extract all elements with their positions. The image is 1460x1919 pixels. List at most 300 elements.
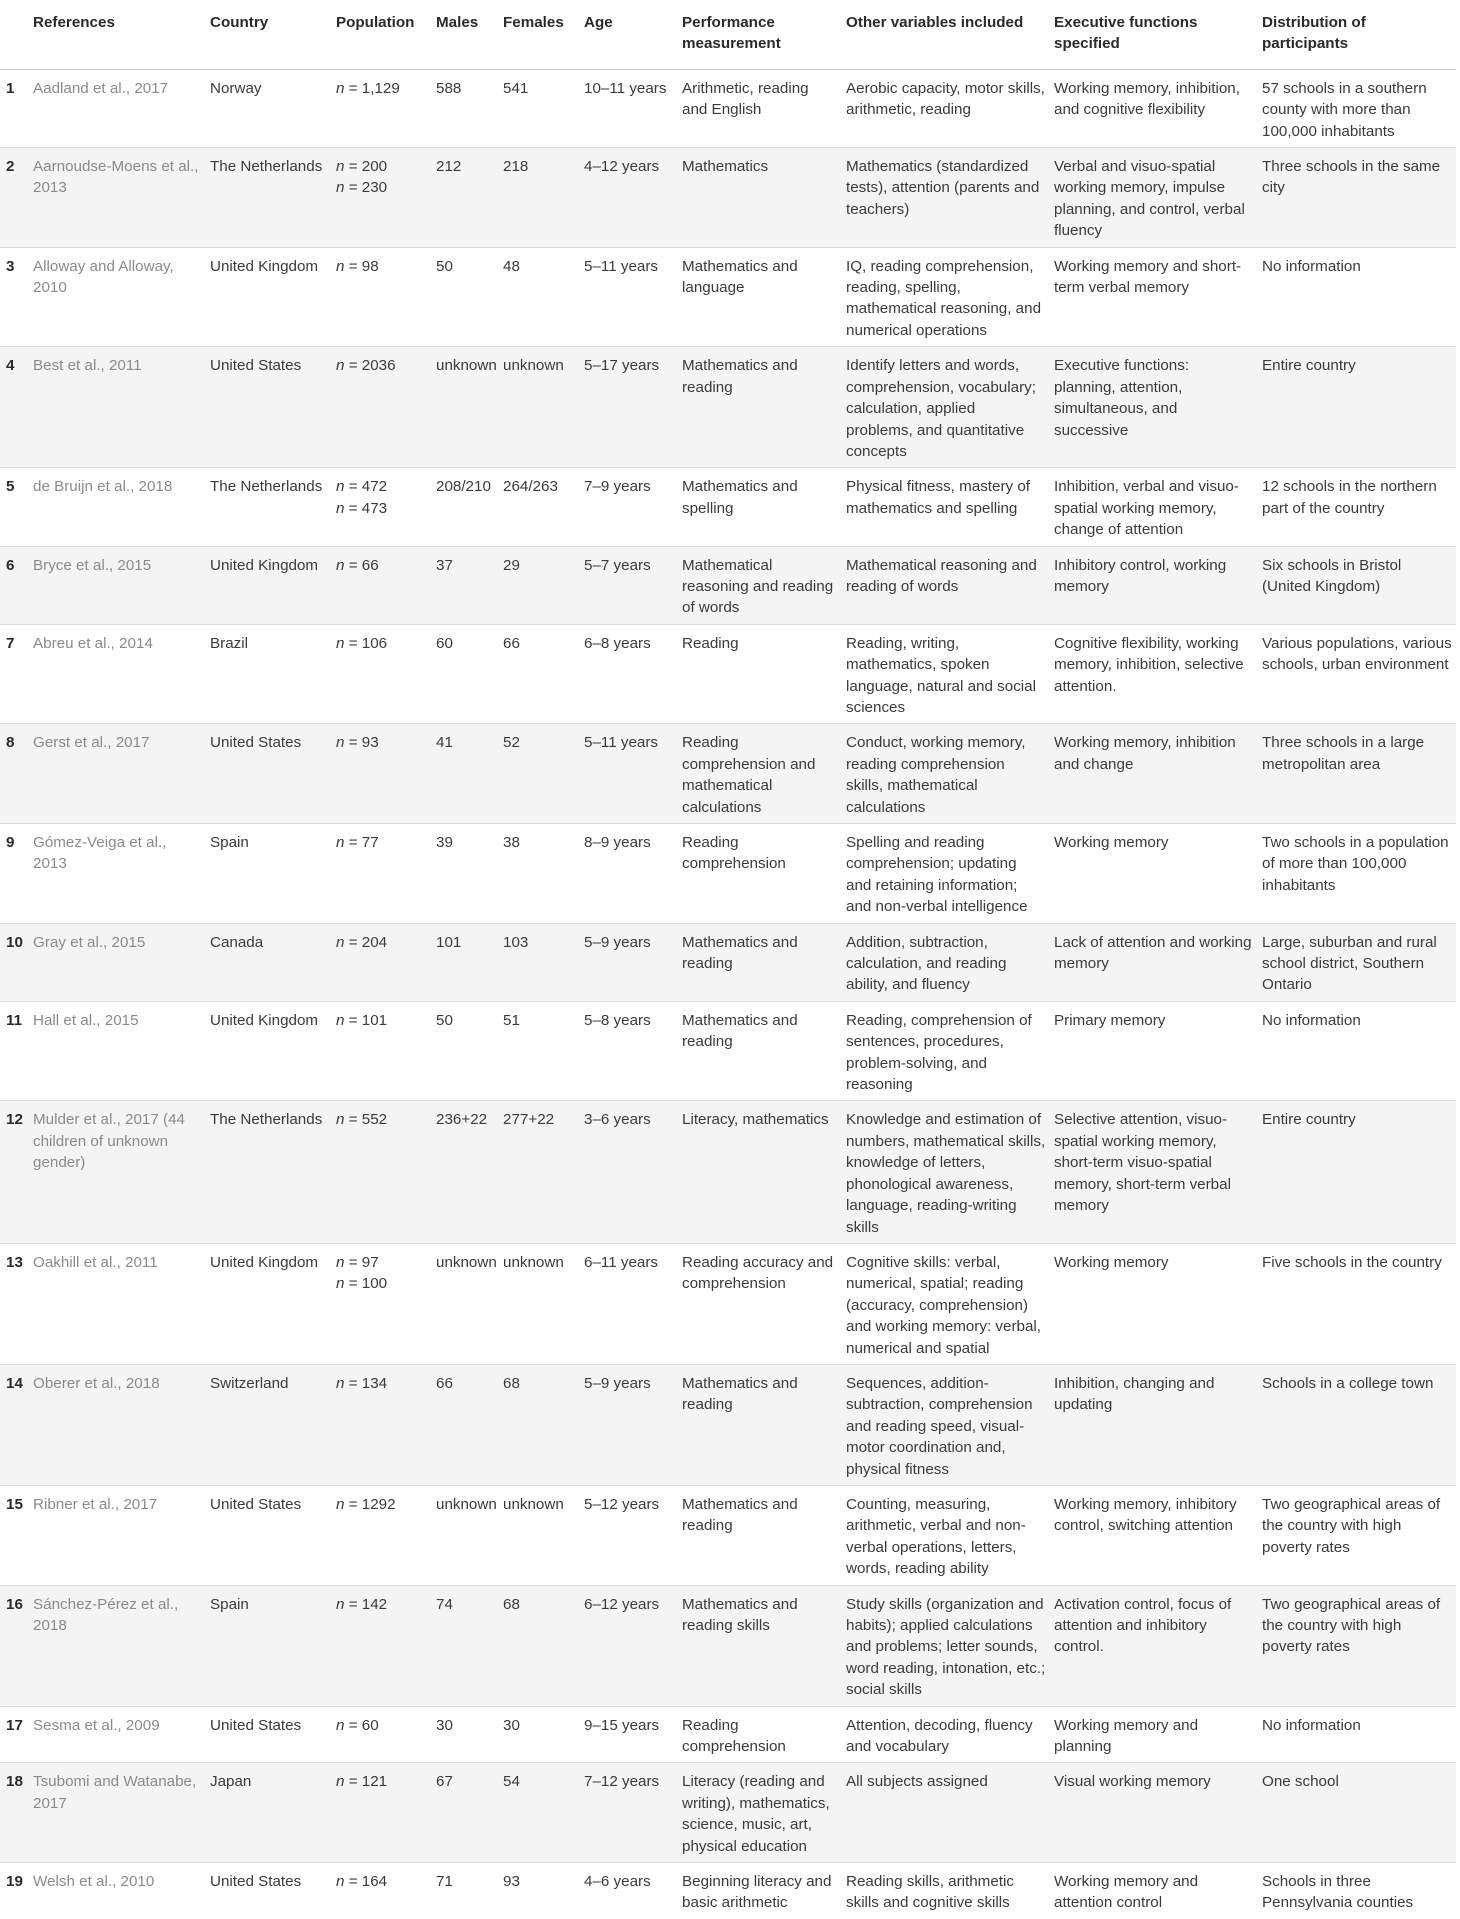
header-other-variables: Other variables included — [842, 0, 1050, 69]
performance-cell: Reading accuracy and comprehension — [678, 1243, 842, 1364]
table-row — [0, 724, 1456, 824]
row-number: 19 — [6, 1873, 23, 1891]
performance-cell: Arithmetic, reading and English — [678, 69, 842, 147]
population-value — [336, 1494, 428, 1515]
row-number: 5 — [0, 468, 29, 546]
other-variables-cell: Reading, writing, mathematics, spoken language, natural and social sciences — [842, 624, 1050, 724]
country-cell: The Netherlands — [206, 148, 332, 248]
country-cell: United Kingdom — [206, 1001, 332, 1101]
age-cell: 5–9 years — [580, 923, 678, 1001]
population-count: = 230 — [348, 179, 388, 197]
header-females: Females — [499, 0, 580, 69]
distribution-cell: Two geographical areas of the country with high poverty rates — [1258, 1585, 1456, 1706]
males-cell: unknown — [432, 347, 499, 468]
females-cell: 30 — [499, 1706, 580, 1763]
row-number: 10 — [0, 923, 29, 1001]
population-count: = 1,129 — [348, 79, 400, 97]
males-cell: 30 — [432, 1706, 499, 1763]
row-number: 3 — [0, 247, 29, 347]
population-cell — [332, 724, 432, 824]
population-cell — [332, 1485, 432, 1585]
table-row — [0, 1585, 1456, 1706]
age-cell: 6–12 years — [580, 1585, 678, 1706]
population-count: = 552 — [348, 1111, 388, 1129]
population-value — [336, 1715, 428, 1736]
table-row — [0, 1863, 1456, 1919]
executive-functions-cell: Working memory and attention control — [1054, 1873, 1199, 1912]
performance-cell: Literacy (reading and writing), mathematics, science, music, art, physical education — [678, 1763, 842, 1863]
males-cell: 588 — [432, 69, 499, 147]
females-cell: 66 — [499, 624, 580, 724]
n-symbol: n — [336, 1275, 345, 1293]
population-cell — [332, 546, 432, 624]
executive-functions-cell: Inhibition, changing and updating — [1050, 1364, 1258, 1485]
population-cell — [332, 247, 432, 347]
executive-functions-cell: Working memory, inhibition and change — [1050, 724, 1258, 824]
n-symbol: n — [336, 1873, 345, 1891]
males-cell: 236+22 — [432, 1101, 499, 1243]
distribution-cell: Five schools in the country — [1258, 1243, 1456, 1364]
population-value — [336, 156, 428, 177]
header-references: References — [29, 0, 206, 69]
n-symbol: n — [336, 1111, 345, 1129]
distribution-cell: Entire country — [1258, 347, 1456, 468]
executive-functions-cell: Working memory — [1050, 824, 1258, 924]
reference-cell: Sesma et al., 2009 — [29, 1706, 206, 1763]
distribution-cell: Large, suburban and rural school district, Southern Ontario — [1258, 923, 1456, 1001]
age-cell: 5–17 years — [580, 347, 678, 468]
performance-cell: Mathematical reasoning and reading of words — [678, 546, 842, 624]
table-row — [0, 69, 1456, 147]
n-symbol: n — [336, 499, 345, 517]
males-cell: 212 — [432, 148, 499, 248]
country-cell: United States — [210, 1873, 302, 1891]
age-cell: 5–7 years — [580, 546, 678, 624]
executive-functions-cell: Working memory, inhibition, and cognitive flexibility — [1050, 69, 1258, 147]
country-cell: United Kingdom — [206, 247, 332, 347]
population-value — [336, 476, 428, 497]
population-count: = 134 — [348, 1374, 388, 1392]
females-cell: unknown — [499, 347, 580, 468]
executive-functions-cell: Verbal and visuo-spatial working memory, impulse planning, and control, verbal fluency — [1050, 148, 1258, 248]
males-cell: unknown — [432, 1485, 499, 1585]
country-cell: Norway — [206, 69, 332, 147]
row-number: 1 — [0, 69, 29, 147]
n-symbol: n — [336, 158, 345, 176]
header-distribution: Distribution of participants — [1258, 0, 1456, 69]
table-row — [0, 624, 1456, 724]
n-symbol: n — [336, 834, 345, 851]
females-cell: 277+22 — [499, 1101, 580, 1243]
reference-cell: Aarnoudse-Moens et al., 2013 — [29, 148, 206, 248]
distribution-cell: Two schools in a population of more than 100,000 inhabitants — [1258, 824, 1456, 924]
other-variables-cell: Mathematical reasoning and reading of words — [842, 546, 1050, 624]
other-variables-cell: Cognitive skills: verbal, numerical, spatial; reading (accuracy, comprehension) and working memory: verbal, numerical and spatial — [842, 1243, 1050, 1364]
other-variables-cell: Physical fitness, mastery of mathematics and spelling — [842, 468, 1050, 546]
males-cell: 41 — [432, 724, 499, 824]
age-cell: 5–11 years — [580, 247, 678, 347]
age-cell: 6–8 years — [580, 624, 678, 724]
population-value — [336, 1771, 428, 1792]
reference-cell: Mulder et al., 2017 (44 children of unknown gender) — [29, 1101, 206, 1243]
females-cell: 68 — [499, 1364, 580, 1485]
n-symbol: n — [336, 1495, 345, 1513]
other-variables-cell: Mathematics (standardized tests), attention (parents and teachers) — [842, 148, 1050, 248]
distribution-cell: 57 schools in a southern county with more than 100,000 inhabitants — [1258, 69, 1456, 147]
population-count: = 121 — [348, 1773, 388, 1791]
age-cell: 5–12 years — [580, 1485, 678, 1585]
table-row — [0, 1364, 1456, 1485]
population-value — [336, 832, 428, 853]
distribution-cell: Two geographical areas of the country with high poverty rates — [1258, 1485, 1456, 1585]
country-cell: Spain — [206, 1585, 332, 1706]
performance-cell: Reading comprehension and mathematical calculations — [678, 724, 842, 824]
females-cell: unknown — [499, 1243, 580, 1364]
distribution-cell: No information — [1258, 1001, 1456, 1101]
country-cell: United States — [206, 1485, 332, 1585]
executive-functions-cell: Executive functions: planning, attention, simultaneous, and successive — [1050, 347, 1258, 468]
country-cell: United States — [206, 1706, 332, 1763]
age-cell: 5–8 years — [580, 1001, 678, 1101]
males-cell: unknown — [432, 1243, 499, 1364]
table-row — [0, 923, 1456, 1001]
age-cell: 4–12 years — [580, 148, 678, 248]
country-cell: United Kingdom — [206, 1243, 332, 1364]
n-symbol: n — [336, 478, 345, 496]
distribution-cell: No information — [1258, 247, 1456, 347]
country-cell: United Kingdom — [206, 546, 332, 624]
population-count: = 164 — [348, 1873, 388, 1891]
females-cell: 541 — [499, 69, 580, 147]
population-count: = 142 — [348, 1595, 388, 1613]
row-number: 18 — [0, 1763, 29, 1863]
males-cell: 101 — [432, 923, 499, 1001]
population-cell — [332, 1101, 432, 1243]
distribution-cell: No information — [1258, 1706, 1456, 1763]
other-variables-cell: Sequences, addition-subtraction, comprehension and reading speed, visual-motor coordination and, physical fitness — [842, 1364, 1050, 1485]
population-count: = 98 — [348, 257, 379, 275]
age-cell: 4–6 years — [584, 1873, 651, 1891]
other-variables-cell: IQ, reading comprehension, reading, spelling, mathematical reasoning, and numerical operations — [842, 247, 1050, 347]
row-number: 16 — [0, 1585, 29, 1706]
reference-cell: Welsh et al., 2010 — [33, 1873, 155, 1891]
population-cell — [332, 347, 432, 468]
executive-functions-cell: Visual working memory — [1050, 1763, 1258, 1863]
executive-functions-cell: Selective attention, visuo-spatial working memory, short-term visuo-spatial memory, short-term verbal memory — [1050, 1101, 1258, 1243]
population-count: = 77 — [348, 834, 379, 851]
age-cell: 5–11 years — [580, 724, 678, 824]
country-cell: The Netherlands — [206, 1101, 332, 1243]
distribution-cell: Schools in a college town — [1258, 1364, 1456, 1485]
reference-cell: Bryce et al., 2015 — [29, 546, 206, 624]
population-cell — [332, 1706, 432, 1763]
executive-functions-cell: Inhibition, verbal and visuo-spatial working memory, change of attention — [1050, 468, 1258, 546]
age-cell: 7–9 years — [580, 468, 678, 546]
country-cell: Spain — [206, 824, 332, 924]
other-variables-cell: All subjects assigned — [842, 1763, 1050, 1863]
population-cell — [332, 69, 432, 147]
females-cell: 54 — [499, 1763, 580, 1863]
population-cell — [332, 624, 432, 724]
reference-cell: Tsubomi and Watanabe, 2017 — [29, 1763, 206, 1863]
table-row — [0, 1485, 1456, 1585]
reference-cell: Ribner et al., 2017 — [29, 1485, 206, 1585]
distribution-cell: Three schools in a large metropolitan area — [1258, 724, 1456, 824]
males-cell: 60 — [432, 624, 499, 724]
executive-functions-cell: Working memory and short-term verbal memory — [1050, 247, 1258, 347]
executive-functions-cell: Working memory and planning — [1050, 1706, 1258, 1763]
population-cell — [332, 1763, 432, 1863]
executive-functions-cell: Working memory — [1050, 1243, 1258, 1364]
n-symbol: n — [336, 1374, 345, 1392]
table-row — [0, 148, 1456, 248]
row-number: 8 — [0, 724, 29, 824]
country-cell: Canada — [206, 923, 332, 1001]
population-count: = 97 — [348, 1253, 379, 1271]
performance-cell: Mathematics and reading — [678, 1485, 842, 1585]
performance-cell: Mathematics and reading — [678, 1001, 842, 1101]
other-variables-cell: Aerobic capacity, motor skills, arithmetic, reading — [842, 69, 1050, 147]
table-row — [0, 824, 1456, 924]
other-variables-cell: Conduct, working memory, reading comprehension skills, mathematical calculations — [842, 724, 1050, 824]
population-count: = 93 — [348, 734, 379, 752]
females-cell: 218 — [499, 148, 580, 248]
header-row — [0, 0, 1456, 69]
performance-cell: Mathematics and reading — [678, 1364, 842, 1485]
reference-cell: Alloway and Alloway, 2010 — [29, 247, 206, 347]
n-symbol: n — [336, 734, 345, 752]
n-symbol: n — [336, 1253, 345, 1271]
other-variables-cell: Spelling and reading comprehension; updating and retaining information; and non-verbal intelligence — [842, 824, 1050, 924]
executive-functions-cell: Activation control, focus of attention and inhibitory control. — [1050, 1585, 1258, 1706]
population-count: = 100 — [348, 1275, 388, 1293]
table-row — [0, 1243, 1456, 1364]
row-number: 9 — [0, 824, 29, 924]
age-cell: 10–11 years — [580, 69, 678, 147]
population-value — [336, 932, 428, 953]
performance-cell: Reading comprehension — [678, 1706, 842, 1763]
other-variables-cell: Reading, comprehension of sentences, procedures, problem-solving, and reasoning — [842, 1001, 1050, 1101]
population-value — [336, 1109, 428, 1130]
reference-cell: Best et al., 2011 — [29, 347, 206, 468]
executive-functions-cell: Cognitive flexibility, working memory, inhibition, selective attention. — [1050, 624, 1258, 724]
distribution-cell: 12 schools in the northern part of the country — [1258, 468, 1456, 546]
age-cell: 9–15 years — [580, 1706, 678, 1763]
reference-cell: Oberer et al., 2018 — [29, 1364, 206, 1485]
age-cell: 6–11 years — [580, 1243, 678, 1364]
executive-functions-cell: Working memory, inhibitory control, switching attention — [1050, 1485, 1258, 1585]
performance-cell: Mathematics and reading — [678, 923, 842, 1001]
population-value — [336, 732, 428, 753]
age-cell: 8–9 years — [580, 824, 678, 924]
n-symbol: n — [336, 1595, 345, 1613]
table-row — [0, 1001, 1456, 1101]
population-count: = 473 — [348, 499, 388, 517]
reference-cell: Gray et al., 2015 — [29, 923, 206, 1001]
table-row — [0, 1101, 1456, 1243]
country-cell: Switzerland — [206, 1364, 332, 1485]
distribution-cell: Various populations, various schools, urban environment — [1258, 624, 1456, 724]
males-cell: 50 — [432, 1001, 499, 1101]
population-count: = 60 — [348, 1716, 379, 1734]
population-count: = 106 — [348, 634, 388, 652]
row-number: 12 — [0, 1101, 29, 1243]
header-males: Males — [432, 0, 499, 69]
executive-functions-cell: Lack of attention and working memory — [1050, 923, 1258, 1001]
header-performance: Performance measurement — [678, 0, 842, 69]
distribution-cell: Schools in three Pennsylvania counties — [1262, 1873, 1414, 1912]
reference-cell: Aadland et al., 2017 — [29, 69, 206, 147]
distribution-cell: Six schools in Bristol (United Kingdom) — [1258, 546, 1456, 624]
n-symbol: n — [336, 556, 345, 574]
population-value — [336, 1373, 428, 1394]
population-value — [336, 1871, 428, 1892]
population-value — [336, 1010, 428, 1031]
females-cell: 264/263 — [499, 468, 580, 546]
country-cell: The Netherlands — [206, 468, 332, 546]
population-count: = 2036 — [348, 357, 396, 375]
population-count: = 1292 — [348, 1495, 396, 1513]
reference-cell: Hall et al., 2015 — [29, 1001, 206, 1101]
population-count: = 200 — [348, 158, 388, 176]
females-cell: 52 — [499, 724, 580, 824]
row-number: 15 — [0, 1485, 29, 1585]
distribution-cell: Three schools in the same city — [1258, 148, 1456, 248]
table-row — [0, 468, 1456, 546]
header-index — [0, 0, 29, 69]
header-country: Country — [206, 0, 332, 69]
males-cell: 37 — [432, 546, 499, 624]
n-symbol: n — [336, 257, 345, 275]
performance-cell: Mathematics and reading — [678, 347, 842, 468]
reference-cell: Oakhill et al., 2011 — [29, 1243, 206, 1364]
n-symbol: n — [336, 1773, 345, 1791]
other-variables-cell: Attention, decoding, fluency and vocabulary — [842, 1706, 1050, 1763]
males-cell: 71 — [436, 1873, 453, 1891]
distribution-cell: Entire country — [1258, 1101, 1456, 1243]
population-value — [336, 1594, 428, 1615]
population-cell — [332, 1243, 432, 1364]
age-cell: 5–9 years — [580, 1364, 678, 1485]
females-cell: 103 — [499, 923, 580, 1001]
country-cell: Brazil — [206, 624, 332, 724]
country-cell: Japan — [206, 1763, 332, 1863]
other-variables-cell: Addition, subtraction, calculation, and reading ability, and fluency — [842, 923, 1050, 1001]
row-number: 7 — [0, 624, 29, 724]
population-count: = 66 — [348, 556, 379, 574]
females-cell: 68 — [499, 1585, 580, 1706]
table-row — [0, 1706, 1456, 1763]
reference-cell: Sánchez-Pérez et al., 2018 — [29, 1585, 206, 1706]
header-age: Age — [580, 0, 678, 69]
age-cell: 3–6 years — [580, 1101, 678, 1243]
n-symbol: n — [336, 179, 345, 197]
n-symbol: n — [336, 933, 345, 951]
population-cell — [332, 824, 432, 924]
performance-cell: Mathematics — [678, 148, 842, 248]
performance-cell: Reading comprehension — [678, 824, 842, 924]
population-count: = 472 — [348, 478, 388, 496]
females-cell: 93 — [503, 1873, 520, 1891]
population-value — [336, 256, 428, 277]
population-value — [336, 355, 428, 376]
n-symbol: n — [336, 634, 345, 652]
population-value — [336, 633, 428, 654]
performance-cell: Literacy, mathematics — [678, 1101, 842, 1243]
row-number: 4 — [0, 347, 29, 468]
table-row — [0, 1763, 1456, 1863]
population-value — [336, 1273, 428, 1294]
performance-cell: Reading — [678, 624, 842, 724]
population-cell — [332, 923, 432, 1001]
row-number: 6 — [0, 546, 29, 624]
other-variables-cell: Reading skills, arithmetic skills and cognitive skills — [846, 1873, 1014, 1912]
population-value — [336, 555, 428, 576]
header-population: Population — [332, 0, 432, 69]
females-cell: unknown — [499, 1485, 580, 1585]
males-cell: 67 — [432, 1763, 499, 1863]
population-cell — [332, 1001, 432, 1101]
population-cell — [332, 1364, 432, 1485]
population-count: = 204 — [348, 933, 388, 951]
males-cell: 66 — [432, 1364, 499, 1485]
population-value — [336, 498, 428, 519]
population-value — [336, 78, 428, 99]
row-number: 11 — [0, 1001, 29, 1101]
other-variables-cell: Identify letters and words, comprehension, vocabulary; calculation, applied problems, and quantitative concepts — [842, 347, 1050, 468]
performance-cell: Mathematics and language — [678, 247, 842, 347]
reference-cell: de Bruijn et al., 2018 — [29, 468, 206, 546]
n-symbol: n — [336, 79, 345, 97]
table-body — [0, 69, 1456, 1919]
table-row — [0, 347, 1456, 468]
females-cell: 48 — [499, 247, 580, 347]
other-variables-cell: Counting, measuring, arithmetic, verbal and non-verbal operations, letters, words, reading ability — [842, 1485, 1050, 1585]
population-cell — [332, 1585, 432, 1706]
table-header — [0, 0, 1456, 69]
country-cell: United States — [206, 347, 332, 468]
females-cell: 51 — [499, 1001, 580, 1101]
population-cell — [332, 1863, 432, 1919]
population-count: = 101 — [348, 1011, 388, 1029]
other-variables-cell: Study skills (organization and habits); applied calculations and problems; letter sounds, word reading, intonation, etc.; social skills — [842, 1585, 1050, 1706]
reference-cell: Abreu et al., 2014 — [29, 624, 206, 724]
females-cell: 29 — [499, 546, 580, 624]
females-cell: 38 — [499, 824, 580, 924]
population-cell — [332, 148, 432, 248]
population-value — [336, 177, 428, 198]
males-cell: 74 — [432, 1585, 499, 1706]
performance-cell: Mathematics and reading skills — [678, 1585, 842, 1706]
n-symbol: n — [336, 357, 345, 375]
table-row — [0, 247, 1456, 347]
males-cell: 208/210 — [432, 468, 499, 546]
country-cell: United States — [206, 724, 332, 824]
n-symbol: n — [336, 1716, 345, 1734]
age-cell: 7–12 years — [580, 1763, 678, 1863]
row-number: 17 — [0, 1706, 29, 1763]
reference-cell: Gómez-Veiga et al., 2013 — [29, 824, 206, 924]
n-symbol: n — [336, 1011, 345, 1029]
performance-cell: Mathematics and spelling — [678, 468, 842, 546]
row-number: 14 — [0, 1364, 29, 1485]
males-cell: 39 — [432, 824, 499, 924]
header-executive-functions: Executive functions specified — [1050, 0, 1258, 69]
executive-functions-cell: Inhibitory control, working memory — [1050, 546, 1258, 624]
executive-functions-cell: Primary memory — [1050, 1001, 1258, 1101]
population-value — [336, 1252, 428, 1273]
other-variables-cell: Knowledge and estimation of numbers, mathematical skills, knowledge of letters, phonological awareness, language, reading-writing skills — [842, 1101, 1050, 1243]
